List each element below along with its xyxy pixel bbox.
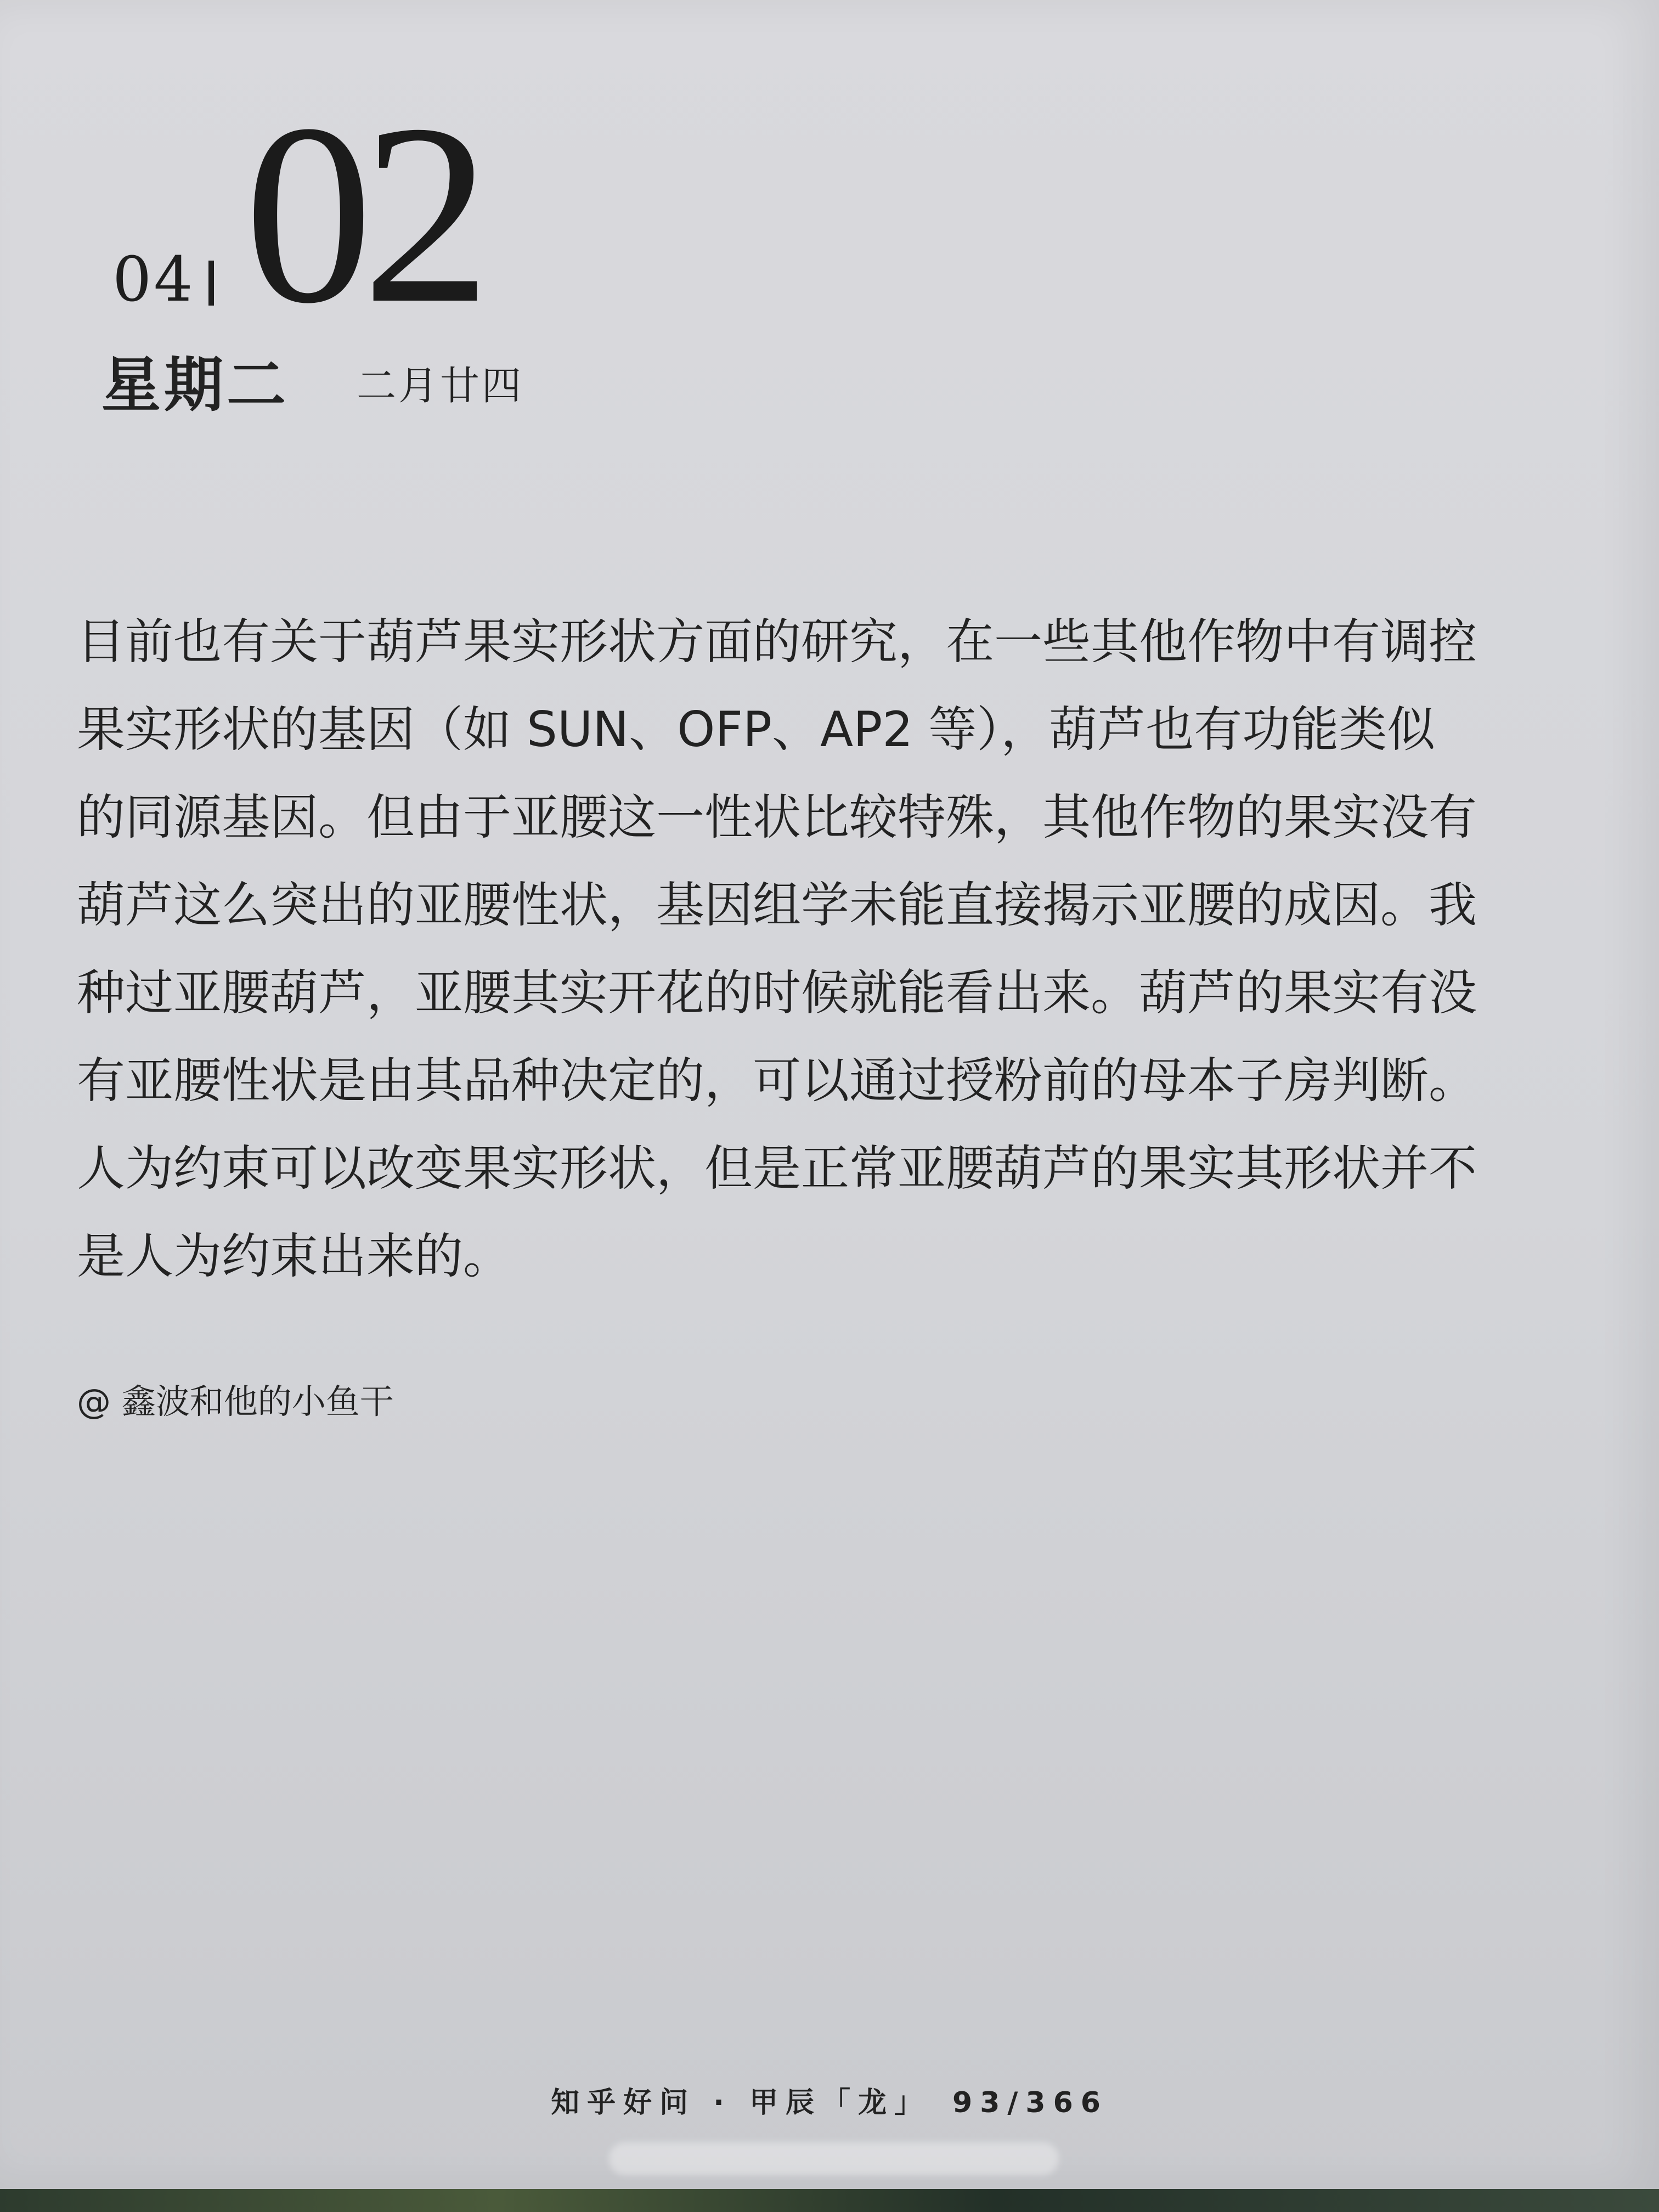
body-line: 的同源基因。但由于亚腰这一性状比较特殊，其他作物的果实没有 [77, 789, 1477, 845]
date-divider [208, 261, 214, 306]
body-line: 人为约束可以改变果实形状，但是正常亚腰葫芦的果实其形状并不 [77, 1140, 1477, 1197]
footer-title: 知乎好问 · 甲辰「龙」 [551, 2086, 931, 2119]
page-number: 93/366 [952, 2086, 1108, 2119]
day-number: 02 [244, 71, 480, 357]
body-line: 是人为约束出来的。 [77, 1228, 512, 1284]
weekday-label: 星期二 [101, 351, 290, 420]
body-paragraph [77, 598, 1558, 1300]
lunar-date: 二月廿四 [357, 363, 524, 409]
background-edge [0, 2189, 1659, 2212]
body-line: 葫芦这么突出的亚腰性状，基因组学未能直接揭示亚腰的成因。我 [77, 877, 1477, 933]
blurred-watermark [609, 2142, 1059, 2175]
page-footer [0, 2079, 1659, 2120]
body-line: 有亚腰性状是由其品种决定的，可以通过授粉前的母本子房判断。 [77, 1052, 1477, 1109]
body-line: 果实形状的基因（如 SUN、OFP、AP2 等），葫芦也有功能类似 [77, 701, 1436, 758]
body-line: 种过亚腰葫芦，亚腰其实开花的时候就能看出来。葫芦的果实有没 [77, 964, 1477, 1021]
month-number: 04 [112, 244, 195, 315]
author-credit: @ 鑫波和他的小鱼干 [77, 1381, 394, 1421]
date-header [107, 71, 601, 357]
body-line: 目前也有关于葫芦果实形状方面的研究，在一些其他作物中有调控 [77, 613, 1477, 670]
